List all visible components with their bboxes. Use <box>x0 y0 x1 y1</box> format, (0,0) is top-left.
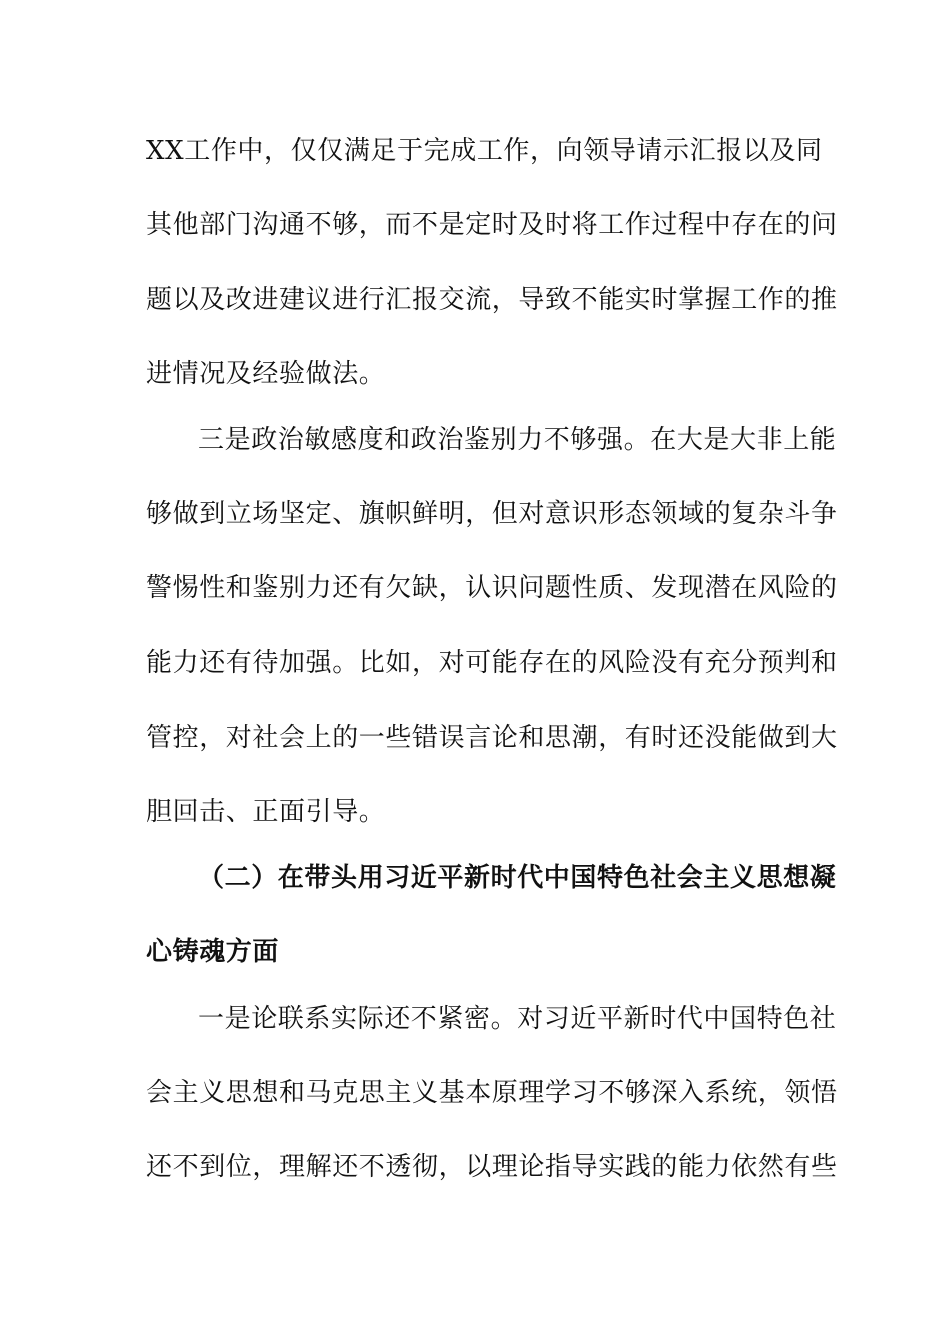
paragraph-line: 会主义思想和马克思主义基本原理学习不够深入系统，领悟 <box>146 1078 838 1108</box>
section-heading-line: （二）在带头用习近平新时代中国特色社会主义思想凝 <box>198 863 837 893</box>
paragraph-line: 能力还有待加强。比如，对可能存在的风险没有充分预判和 <box>146 648 838 678</box>
paragraph-line: 还不到位，理解还不透彻，以理论指导实践的能力依然有些 <box>146 1152 838 1182</box>
paragraph-line: 其他部门沟通不够，而不是定时及时将工作过程中存在的问 <box>146 210 838 240</box>
section-heading-line: 心铸魂方面 <box>146 937 280 967</box>
paragraph-line: 题以及改进建议进行汇报交流，导致不能实时掌握工作的推 <box>146 285 838 315</box>
paragraph-line: 三是政治敏感度和政治鉴别力不够强。在大是大非上能 <box>198 425 837 455</box>
paragraph-line: XX工作中，仅仅满足于完成工作，向领导请示汇报以及同 <box>146 136 823 166</box>
paragraph-line: 够做到立场坚定、旗帜鲜明，但对意识形态领域的复杂斗争 <box>146 499 838 529</box>
paragraph-line: 进情况及经验做法。 <box>146 359 386 389</box>
paragraph-line: 胆回击、正面引导。 <box>146 797 386 827</box>
paragraph-line: 一是论联系实际还不紧密。对习近平新时代中国特色社 <box>198 1004 837 1034</box>
paragraph-line: 警惕性和鉴别力还有欠缺，认识问题性质、发现潜在风险的 <box>146 573 838 603</box>
paragraph-line: 管控，对社会上的一些错误言论和思潮，有时还没能做到大 <box>146 723 838 753</box>
